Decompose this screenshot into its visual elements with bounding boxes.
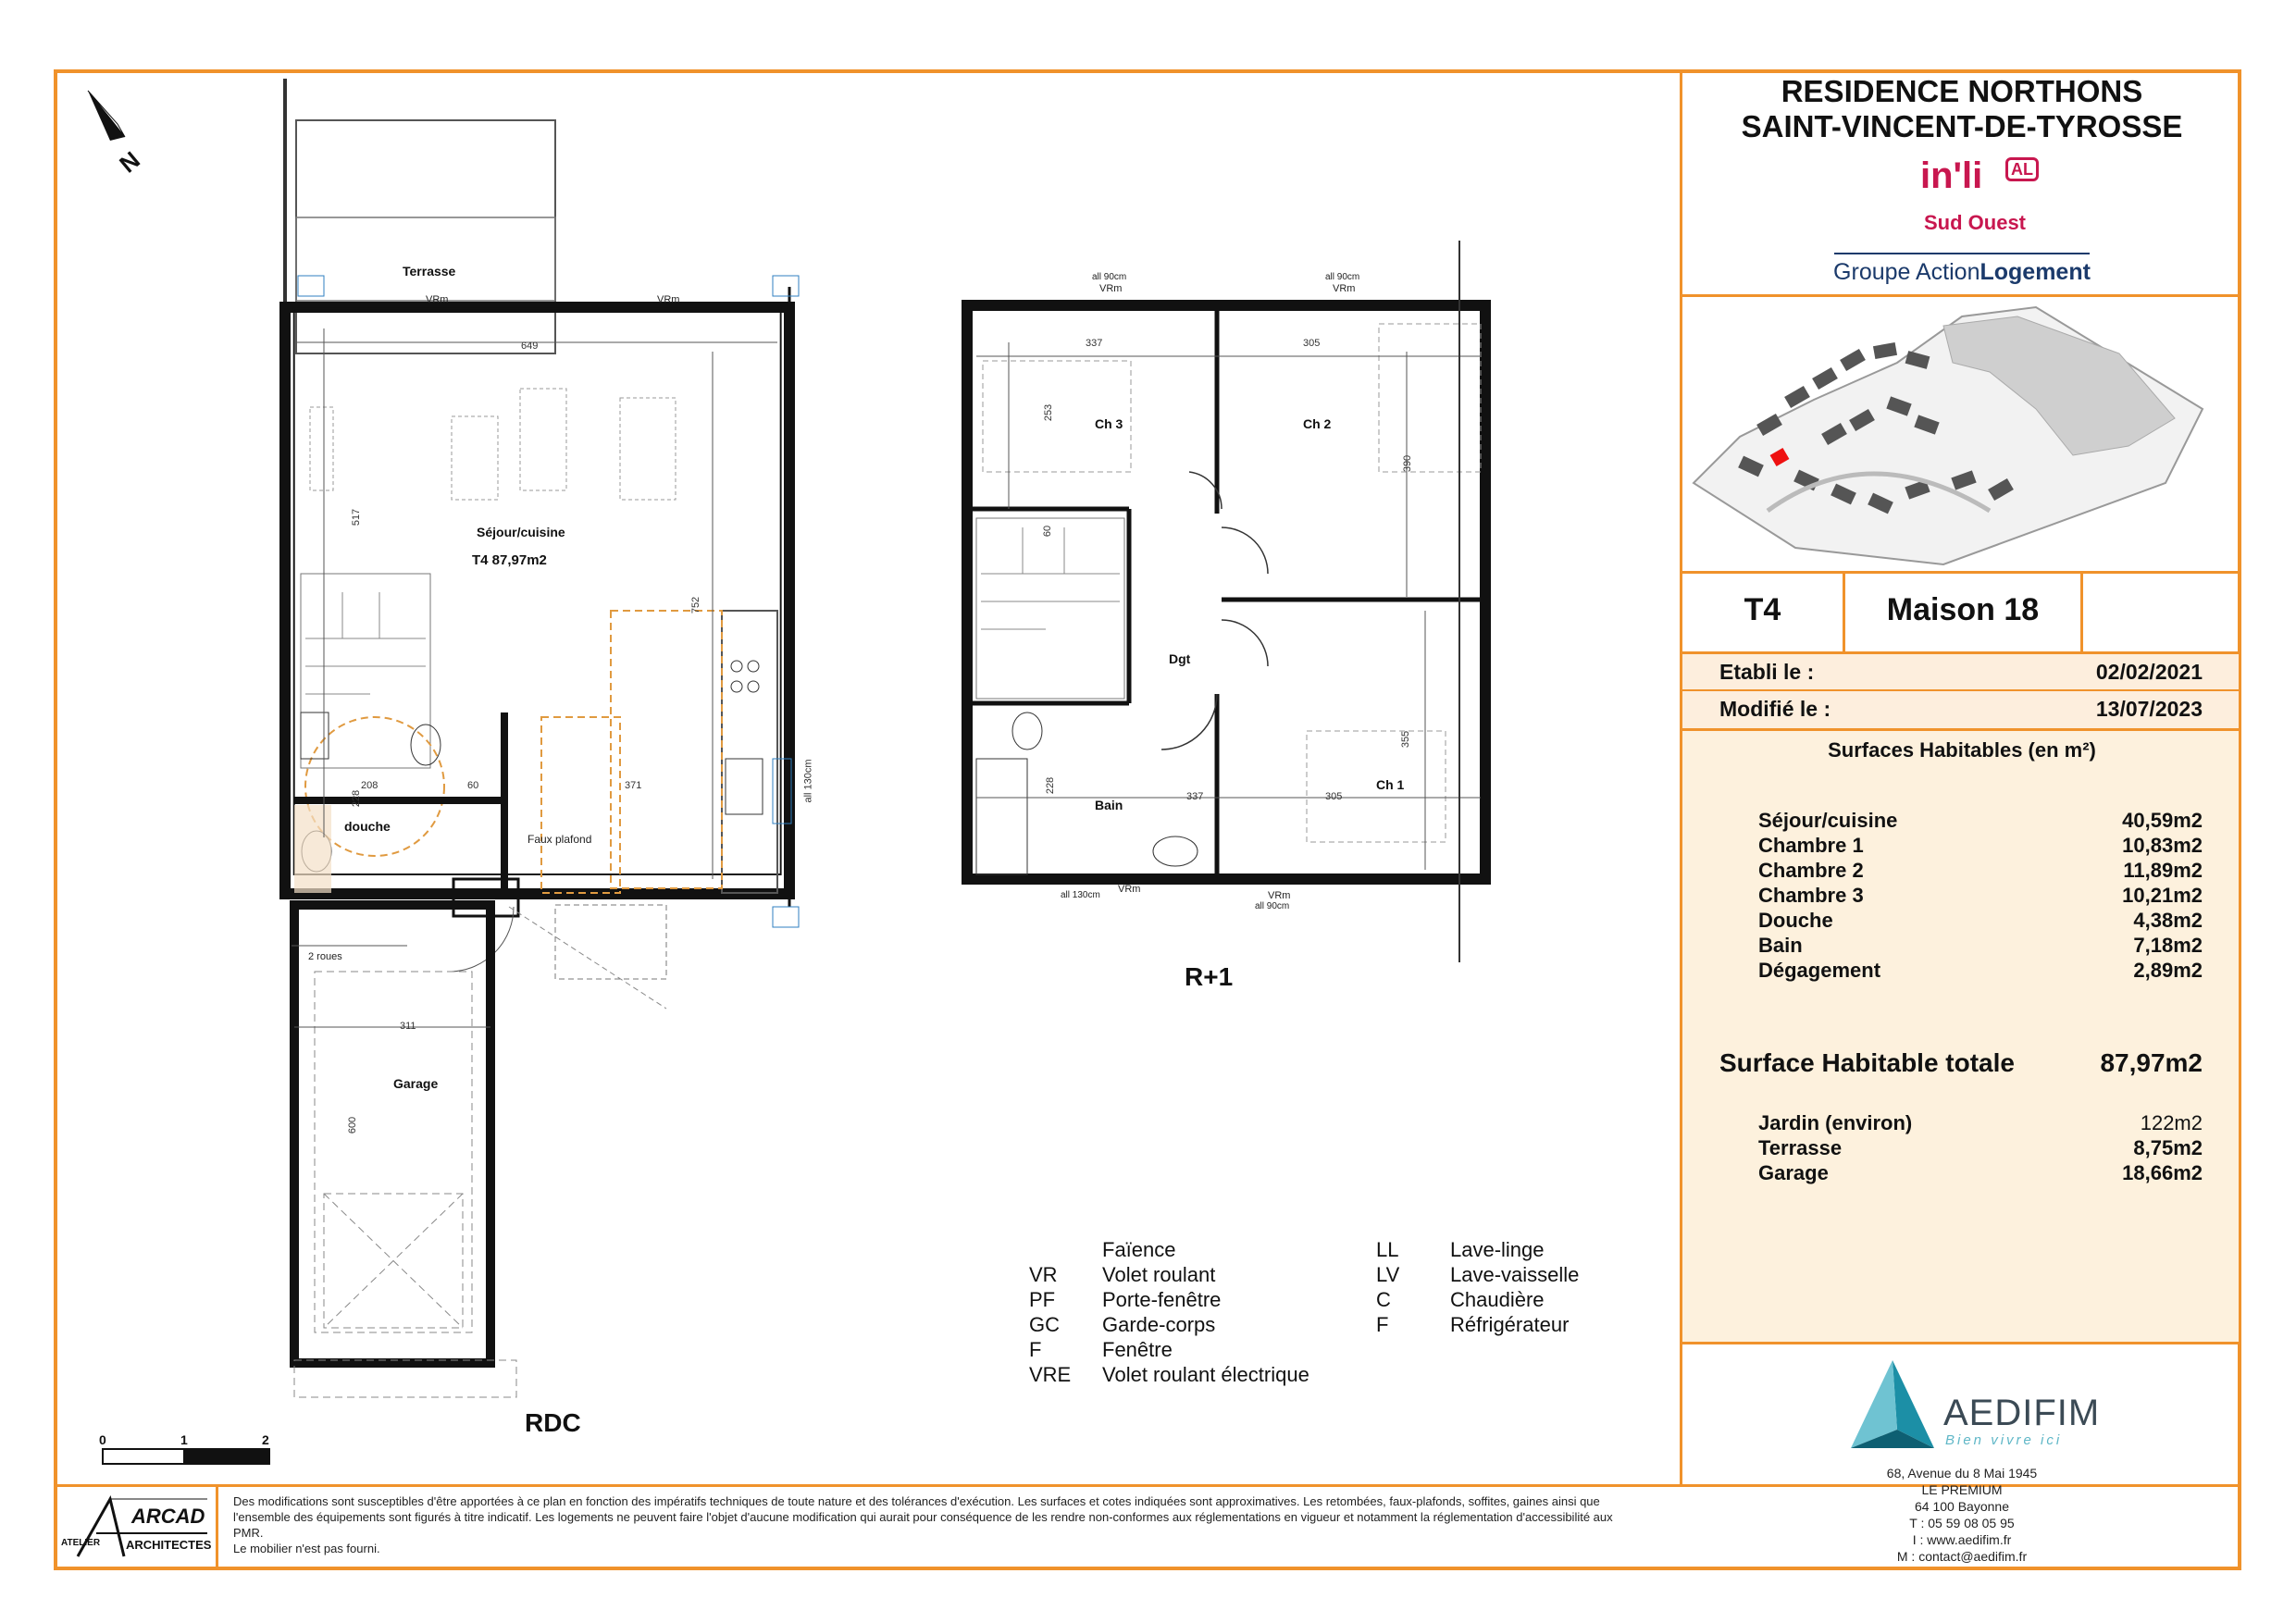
legend-label: Volet roulant: [1102, 1263, 1216, 1286]
rdc-faux-plafond-label: Faux plafond: [527, 833, 592, 846]
r1-vrm-label: VRm: [1118, 884, 1141, 895]
room-name: Bain: [1758, 934, 1803, 957]
group-logo-line: [1834, 253, 2090, 254]
aedifim-tagline: Bien vivre ici: [1945, 1432, 2063, 1448]
unit-type: T4: [1744, 592, 1781, 627]
scale-tick: 2: [262, 1432, 269, 1447]
room-area: 10,83m2: [2122, 834, 2203, 857]
scale-tick: 0: [99, 1432, 106, 1447]
legend-code: F: [1029, 1338, 1042, 1361]
r1-dim: 228: [1045, 776, 1057, 795]
room-name: Chambre 3: [1758, 884, 1864, 907]
room-area: 11,89m2: [2123, 859, 2203, 882]
r1-dim: 337: [1186, 791, 1204, 802]
aedifim-name: AEDIFIM: [1943, 1393, 2101, 1433]
rdc-dim: 600: [347, 1116, 359, 1134]
divider-siteplan: [1680, 571, 2241, 574]
inli-logo-text: in'li: [1920, 155, 1983, 196]
rdc-dim: 649: [521, 341, 539, 352]
modified-value: 13/07/2023: [2095, 697, 2203, 721]
legend-label: Réfrigérateur: [1450, 1313, 1570, 1336]
r1-window-note: all 130cm: [1061, 890, 1100, 900]
r1-vrm-label: VRm: [1099, 283, 1123, 294]
address-line: I : www.aedifim.fr: [1912, 1532, 2012, 1547]
unit-house-divider: [2080, 571, 2083, 653]
scale-bar: [102, 1448, 268, 1463]
legend-code: LL: [1376, 1238, 1399, 1261]
address-line: T : 05 59 08 05 95: [1909, 1516, 2015, 1530]
site-plan-map: [1684, 298, 2238, 568]
legend-label: Fenêtre: [1102, 1338, 1173, 1361]
architect-name: ARCAD: [131, 1505, 205, 1528]
rdc-area-label: T4 87,97m2: [472, 552, 547, 568]
disclaimer: [233, 1493, 1640, 1556]
rdc-dim: 371: [625, 780, 642, 791]
disclaimer-text: Des modifications sont susceptibles d'être apportées à ce plan en fonction des impératifs techniques de toute nature et des tolérances d'exécution. Les surfaces et cotes indiquées sont approximatives. Les retombées, faux-plafonds, soffites, gaines ainsi que l'ensemble des équipements sont figurés à titre indicatif. Les logements ne peuvent faire l'objet d'aucune modification qui aurait pour conséquence de les rendre non-conformes aux réglementations en vigueur et notamment la réglementation d'accessibilité aux PMR.: [233, 1494, 1613, 1540]
rdc-terrasse-label: Terrasse: [403, 264, 456, 279]
rdc-dim: 228: [351, 789, 363, 808]
unit-house: Maison 18: [1886, 592, 2040, 627]
residence-city: SAINT-VINCENT-DE-TYROSSE: [1741, 109, 2183, 143]
group-logo: [1682, 259, 2241, 286]
room-name: Dégagement: [1758, 959, 1881, 982]
room-area: 10,21m2: [2122, 884, 2203, 907]
legend-label: Lave-vaisselle: [1450, 1263, 1580, 1286]
address-line: 64 100 Bayonne: [1915, 1499, 2009, 1514]
rdc-vrm-label: VRm: [426, 294, 449, 305]
north-arrow-icon: [69, 83, 162, 185]
rdc-two-wheels-label: 2 roues: [308, 951, 342, 962]
extra-name: Garage: [1758, 1161, 1829, 1184]
legend-label: Faïence: [1102, 1238, 1176, 1261]
r1-dim: 305: [1303, 338, 1321, 349]
r1-dgt-label: Dgt: [1169, 651, 1191, 666]
r1-bain-label: Bain: [1095, 798, 1123, 812]
r1-vrm-label: VRm: [1333, 283, 1356, 294]
rdc-dim: 517: [351, 508, 363, 527]
room-area: 40,59m2: [2122, 809, 2203, 832]
r1-floor-plan: [953, 231, 1508, 962]
legend-code: C: [1376, 1288, 1391, 1311]
r1-vrm-label: VRm: [1268, 890, 1291, 901]
aedifim-address: [1795, 1465, 2128, 1565]
inli-badge: AL: [2005, 157, 2039, 181]
group-logo-prefix: Groupe Action: [1833, 259, 1980, 285]
rdc-title: RDC: [525, 1408, 581, 1437]
modified-label: Modifié le :: [1719, 697, 1831, 721]
r1-dim: 305: [1325, 791, 1343, 802]
r1-dim: 390: [1402, 454, 1414, 473]
residence-name: RESIDENCE NORTHONS: [1781, 74, 2143, 108]
total-label: Surface Habitable totale: [1719, 1048, 2015, 1077]
legend-label: Chaudière: [1450, 1288, 1545, 1311]
r1-dim: 253: [1043, 403, 1055, 422]
r1-dim: 337: [1086, 338, 1103, 349]
north-label: N: [114, 145, 145, 179]
extra-area: 8,75m2: [2133, 1136, 2203, 1159]
established-label: Etabli le :: [1719, 660, 1815, 684]
architect-logo: [59, 1492, 212, 1566]
aedifim-logo-mark: [1842, 1356, 1943, 1457]
legend-code: F: [1376, 1313, 1389, 1336]
legend-code: VR: [1029, 1263, 1058, 1286]
inli-sub: Sud Ouest: [1924, 211, 2027, 234]
extra-area: 122m2: [2140, 1111, 2203, 1134]
r1-window-note: all 90cm: [1255, 901, 1290, 911]
r1-window-note: all 90cm: [1092, 272, 1127, 282]
rdc-dim: 208: [361, 780, 379, 791]
address-line: M : contact@aedifim.fr: [1896, 1549, 2028, 1564]
extra-name: Jardin (environ): [1758, 1111, 1913, 1134]
r1-dim: 60: [1042, 525, 1054, 538]
established-value: 02/02/2021: [2095, 660, 2203, 684]
rdc-floor-plan: [278, 74, 981, 1416]
rdc-sejour-label: Séjour/cuisine: [477, 525, 565, 539]
extra-area: 18,66m2: [2122, 1161, 2203, 1184]
legend-label: Volet roulant électrique: [1102, 1363, 1309, 1386]
footer-architect-divider: [216, 1484, 218, 1570]
rdc-dim: 60: [467, 780, 479, 791]
r1-ch3-label: Ch 3: [1095, 416, 1123, 431]
r1-title: R+1: [1185, 962, 1234, 991]
rdc-dim: 311: [400, 1021, 416, 1032]
scale-bar-segment: [183, 1448, 270, 1465]
total-value: 87,97m2: [2100, 1048, 2203, 1077]
legend-code: GC: [1029, 1313, 1060, 1336]
surfaces-heading: Surfaces Habitables (en m²): [1828, 738, 2096, 762]
rdc-vrm-label: VRm: [657, 294, 680, 305]
divider-surfaces: [1680, 1342, 2241, 1344]
group-logo-suffix: Logement: [1980, 259, 2091, 285]
legend-label: Lave-linge: [1450, 1238, 1545, 1261]
legend-label: Garde-corps: [1102, 1313, 1216, 1336]
room-name: Douche: [1758, 909, 1833, 932]
architect-logo-mark: [59, 1492, 212, 1566]
architect-sub-left: ATELIER: [61, 1538, 101, 1548]
room-area: 2,89m2: [2133, 959, 2203, 982]
divider-dates-inner: [1680, 689, 2241, 691]
r1-ch1-label: Ch 1: [1376, 777, 1405, 792]
rdc-dim: 752: [690, 596, 702, 614]
scale-tick: 1: [180, 1432, 188, 1447]
architect-sub-right: ARCHITECTES: [126, 1538, 212, 1552]
room-name: Chambre 2: [1758, 859, 1864, 882]
divider-header: [1680, 294, 2241, 297]
r1-window-note: all 90cm: [1325, 272, 1360, 282]
extra-name: Terrasse: [1758, 1136, 1843, 1159]
scale-bar-segment: [102, 1448, 187, 1465]
rdc-garage-label: Garage: [393, 1076, 439, 1091]
room-name: Séjour/cuisine: [1758, 809, 1898, 832]
room-area: 7,18m2: [2133, 934, 2203, 957]
legend-label: Porte-fenêtre: [1102, 1288, 1222, 1311]
inli-logo: [1920, 155, 2068, 243]
legend-code: LV: [1376, 1263, 1400, 1286]
rdc-douche-label: douche: [344, 819, 391, 834]
rdc-window-note: all 130cm: [802, 759, 814, 803]
legend-code: PF: [1029, 1288, 1056, 1311]
r1-dim: 355: [1400, 730, 1412, 749]
disclaimer-furniture: Le mobilier n'est pas fourni.: [233, 1542, 380, 1555]
room-name: Chambre 1: [1758, 834, 1864, 857]
legend-code: VRE: [1029, 1363, 1072, 1386]
r1-ch2-label: Ch 2: [1303, 416, 1332, 431]
room-area: 4,38m2: [2133, 909, 2203, 932]
address-line: LE PREMIUM: [1921, 1482, 2003, 1497]
address-line: 68, Avenue du 8 Mai 1945: [1886, 1466, 2038, 1481]
